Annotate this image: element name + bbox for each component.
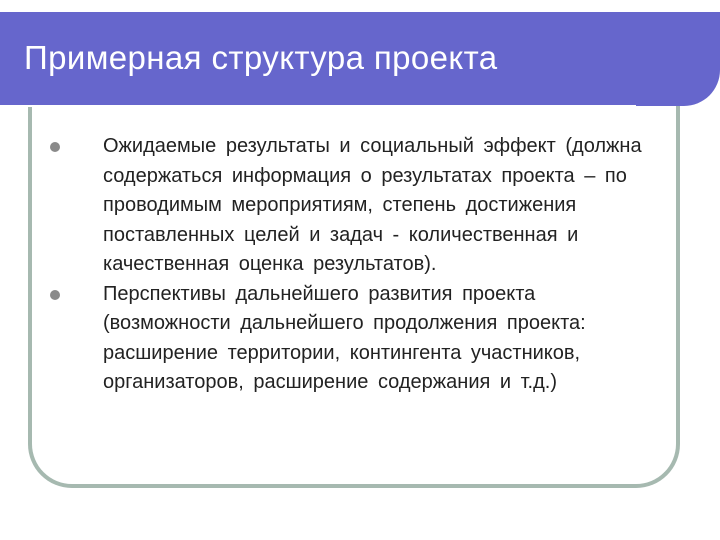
bullet-dot-icon [50,142,60,152]
bullet-text: Ожидаемые результаты и социальный эффект (должна содержаться информация о результатах проекта – по проводимым мероприятиям, степень достижения поставленных целей и задач - количественная и качественная оценка результатов). [103,135,642,275]
title-bar [0,12,720,106]
slide-title: Примерная структура проекта [24,39,498,76]
bullet-text: Перспективы дальнейшего развития проекта (возможности дальнейшего продолжения проекта: расширение территории, контингента участников, организаторов, расширение содержания и т.д.) [103,282,586,393]
bullet-list [50,132,660,398]
bullet-item-prospects [50,280,660,398]
bullet-item-results [50,132,660,280]
bullet-dot-icon [50,290,60,300]
title-underline [0,105,636,107]
